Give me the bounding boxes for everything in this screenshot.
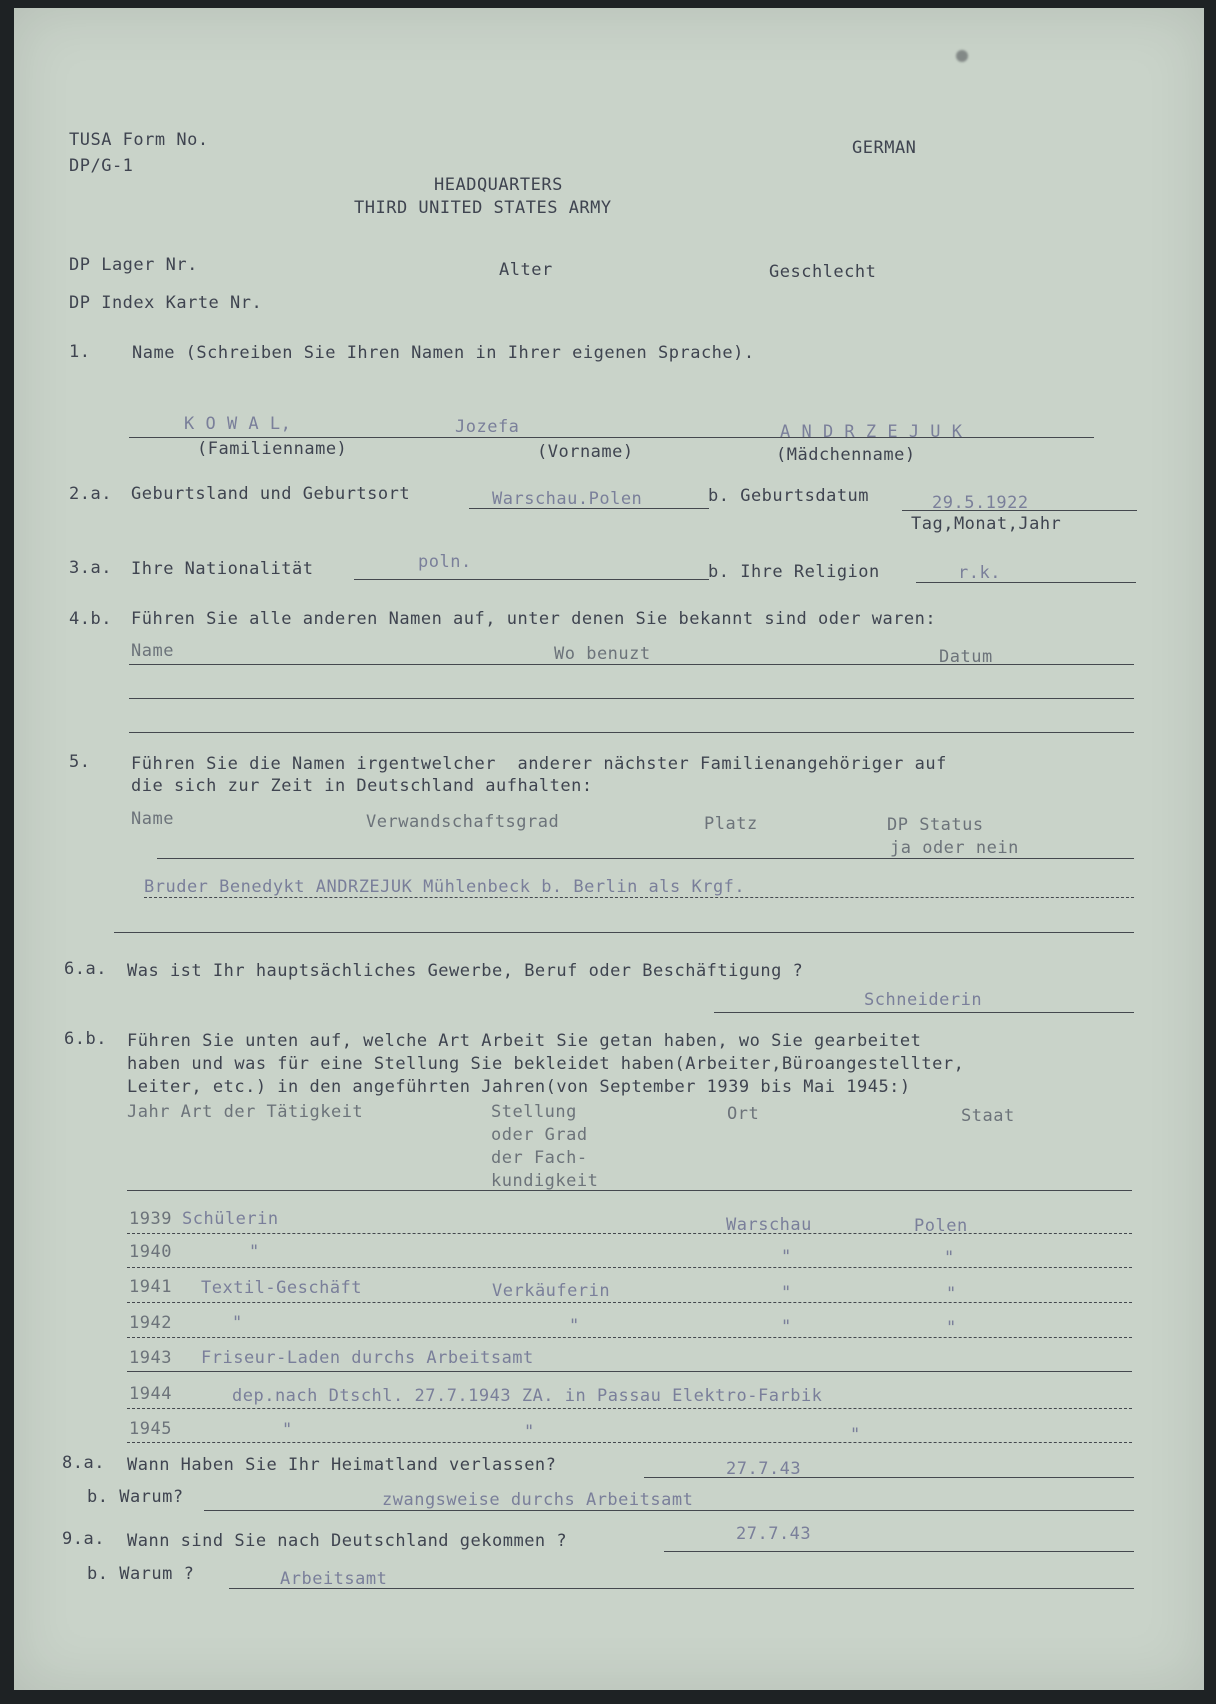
family-name-caption: (Familienname) <box>197 439 348 459</box>
maiden-name-caption: (Mädchenname) <box>776 445 916 465</box>
q6b-header-line <box>127 1190 1132 1191</box>
first-name-value: Jozefa <box>455 417 520 437</box>
q4-label: Führen Sie alle anderen Namen auf, unter denen Sie bekannt sind oder waren: <box>131 609 937 629</box>
q6b-label-line-1: Führen Sie unten auf, welche Art Arbeit Sie getan haben, wo Sie gearbeitet <box>127 1031 922 1051</box>
q6b-row-year: 1941 <box>129 1277 172 1297</box>
religion-line <box>916 582 1136 583</box>
q6b-row-ort: " <box>781 1317 792 1337</box>
q6b-label-line-2: haben und was für eine Stellung Sie bekleidet haben(Arbeiter,Büroangestellter, <box>127 1054 965 1074</box>
army-heading: THIRD UNITED STATES ARMY <box>354 198 612 218</box>
q6b-row-line <box>127 1442 1132 1443</box>
age-label: Alter <box>499 260 553 280</box>
q8-number: 8.a. <box>62 1453 105 1473</box>
q6b-row-year: 1945 <box>129 1419 172 1439</box>
form-page <box>14 8 1204 1690</box>
religion-value: r.k. <box>958 563 1001 583</box>
q3-label: Ihre Nationalität <box>131 559 314 579</box>
q4-line-2 <box>129 698 1134 699</box>
q4-col-where: Wo benuzt <box>554 644 651 664</box>
q6b-col-ort: Ort <box>727 1104 760 1124</box>
q6b-row-staat: " <box>946 1318 957 1338</box>
q6b-row-line <box>127 1267 1132 1268</box>
q6b-number: 6.b. <box>64 1029 107 1049</box>
birthplace-line <box>469 508 709 509</box>
q6b-col-position-2: oder Grad <box>491 1125 588 1145</box>
q6b-row-activity: " <box>282 1420 293 1440</box>
q6b-col-position-1: Stellung <box>491 1102 577 1122</box>
headquarters-heading: HEADQUARTERS <box>434 175 563 195</box>
q5-col-relationship: Verwandschaftsgrad <box>366 812 560 832</box>
q5-line-2 <box>144 897 1134 898</box>
q4-line-3 <box>129 732 1134 733</box>
q6b-row-year: 1940 <box>129 1242 172 1262</box>
nationality-line <box>354 579 709 580</box>
q6b-row-year: 1944 <box>129 1384 172 1404</box>
why-left-line <box>204 1510 1134 1511</box>
q6b-row-activity: Friseur-Laden durchs Arbeitsamt <box>201 1348 534 1368</box>
occupation-value: Schneiderin <box>864 990 983 1010</box>
q6b-col-staat: Staat <box>961 1106 1015 1126</box>
occupation-line <box>714 1012 1134 1013</box>
q6a-label: Was ist Ihr hauptsächliches Gewerbe, Beruf oder Beschäftigung ? <box>127 961 804 981</box>
birthplace-value: Warschau.Polen <box>492 489 643 509</box>
q6b-row-staat: " <box>944 1248 955 1268</box>
q6b-row-line <box>127 1337 1132 1338</box>
q6b-row-activity: " <box>232 1313 243 1333</box>
q5-col-status-2: ja oder nein <box>890 838 1019 858</box>
language-label: GERMAN <box>852 138 917 158</box>
left-homeland-value: 27.7.43 <box>726 1459 802 1479</box>
q6b-row-year: 1943 <box>129 1348 172 1368</box>
q2-label: Geburtsland und Geburtsort <box>131 484 411 504</box>
q9b-label: b. Warum ? <box>87 1564 195 1584</box>
arrival-line <box>664 1551 1134 1552</box>
q6b-row-line <box>127 1233 1132 1234</box>
q6b-row-line <box>127 1302 1132 1303</box>
q5-number: 5. <box>69 752 91 772</box>
nationality-value: poln. <box>418 552 472 572</box>
arrival-value: 27.7.43 <box>736 1524 812 1544</box>
form-code: DP/G-1 <box>69 156 134 176</box>
index-card-label: DP Index Karte Nr. <box>69 293 263 313</box>
birthdate-caption: Tag,Monat,Jahr <box>911 514 1062 534</box>
q5-label-line-1: Führen Sie die Namen irgentwelcher anderer nächster Familienangehöriger auf <box>131 754 947 774</box>
birthdate-value: 29.5.1922 <box>932 493 1029 513</box>
q1-label: Name (Schreiben Sie Ihren Namen in Ihrer eigenen Sprache). <box>132 343 755 363</box>
q6b-col-year-activity: Jahr Art der Tätigkeit <box>127 1102 364 1122</box>
q6b-row-position: " <box>524 1422 535 1442</box>
why-came-line <box>229 1588 1134 1589</box>
family-name-value: K O W A L, <box>184 414 292 434</box>
q6b-row-ort: " <box>781 1283 792 1303</box>
q8b-label: b. Warum? <box>87 1487 184 1507</box>
q9-label: Wann sind Sie nach Deutschland gekommen ? <box>127 1531 568 1551</box>
birthdate-line <box>902 510 1137 511</box>
q5-label-line-2: die sich zur Zeit in Deutschland aufhalten: <box>131 776 593 796</box>
q6b-label-line-3: Leiter, etc.) in den angeführten Jahren(von September 1939 bis Mai 1945:) <box>127 1077 911 1097</box>
q4-col-date: Datum <box>939 647 993 667</box>
q4-number: 4.b. <box>69 609 112 629</box>
q5-entry: Bruder Benedykt ANDRZEJUK Mühlenbeck b. Berlin als Krgf. <box>144 877 746 897</box>
q6b-row-activity: Schülerin <box>182 1209 279 1229</box>
q6b-col-position-3: der Fach- <box>491 1148 588 1168</box>
q6b-row-line <box>127 1408 1132 1409</box>
first-name-caption: (Vorname) <box>537 442 634 462</box>
q6b-row-staat: " <box>946 1284 957 1304</box>
q6b-row-ort: Warschau <box>726 1215 812 1235</box>
q4-col-name: Name <box>131 641 174 661</box>
q6b-row-ort: " <box>781 1247 792 1267</box>
q2b-label: b. Geburtsdatum <box>708 486 870 506</box>
q9-number: 9.a. <box>62 1529 105 1549</box>
left-homeland-line <box>644 1477 1134 1478</box>
q6a-number: 6.a. <box>64 959 107 979</box>
q2-number: 2.a. <box>69 484 112 504</box>
q6b-row-ort: " <box>850 1425 861 1445</box>
q6b-row-position: " <box>569 1316 580 1336</box>
q5-col-name: Name <box>131 809 174 829</box>
q6b-row-activity: " <box>249 1242 260 1262</box>
q6b-row-activity: dep.nach Dtschl. 27.7.1943 ZA. in Passau Elektro-Farbik <box>232 1386 823 1406</box>
q5-line-3 <box>114 932 1134 933</box>
ink-blot <box>956 50 968 62</box>
q6b-row-year: 1939 <box>129 1209 172 1229</box>
q6b-row-activity: Textil-Geschäft <box>201 1278 363 1298</box>
q6b-row-year: 1942 <box>129 1313 172 1333</box>
q6b-col-position-4: kundigkeit <box>491 1171 599 1191</box>
q8-label: Wann Haben Sie Ihr Heimatland verlassen? <box>127 1455 557 1475</box>
q6b-row-position: Verkäuferin <box>492 1281 611 1301</box>
q3-number: 3.a. <box>69 558 112 578</box>
q3b-label: b. Ihre Religion <box>708 562 880 582</box>
q6b-row-line <box>127 1371 1132 1372</box>
q1-number: 1. <box>69 342 91 362</box>
q6b-row-staat: Polen <box>914 1216 968 1236</box>
q4-line-1 <box>129 664 1134 665</box>
maiden-name-value: A N D R Z E J U K <box>780 422 963 442</box>
why-left-value: zwangsweise durchs Arbeitsamt <box>382 1490 694 1510</box>
lager-label: DP Lager Nr. <box>69 255 198 275</box>
why-came-value: Arbeitsamt <box>280 1569 388 1589</box>
form-number-label: TUSA Form No. <box>69 130 209 150</box>
q5-col-status: DP Status <box>887 815 984 835</box>
q5-col-place: Platz <box>704 814 758 834</box>
q5-line-1 <box>157 858 1134 859</box>
sex-label: Geschlecht <box>769 262 877 282</box>
